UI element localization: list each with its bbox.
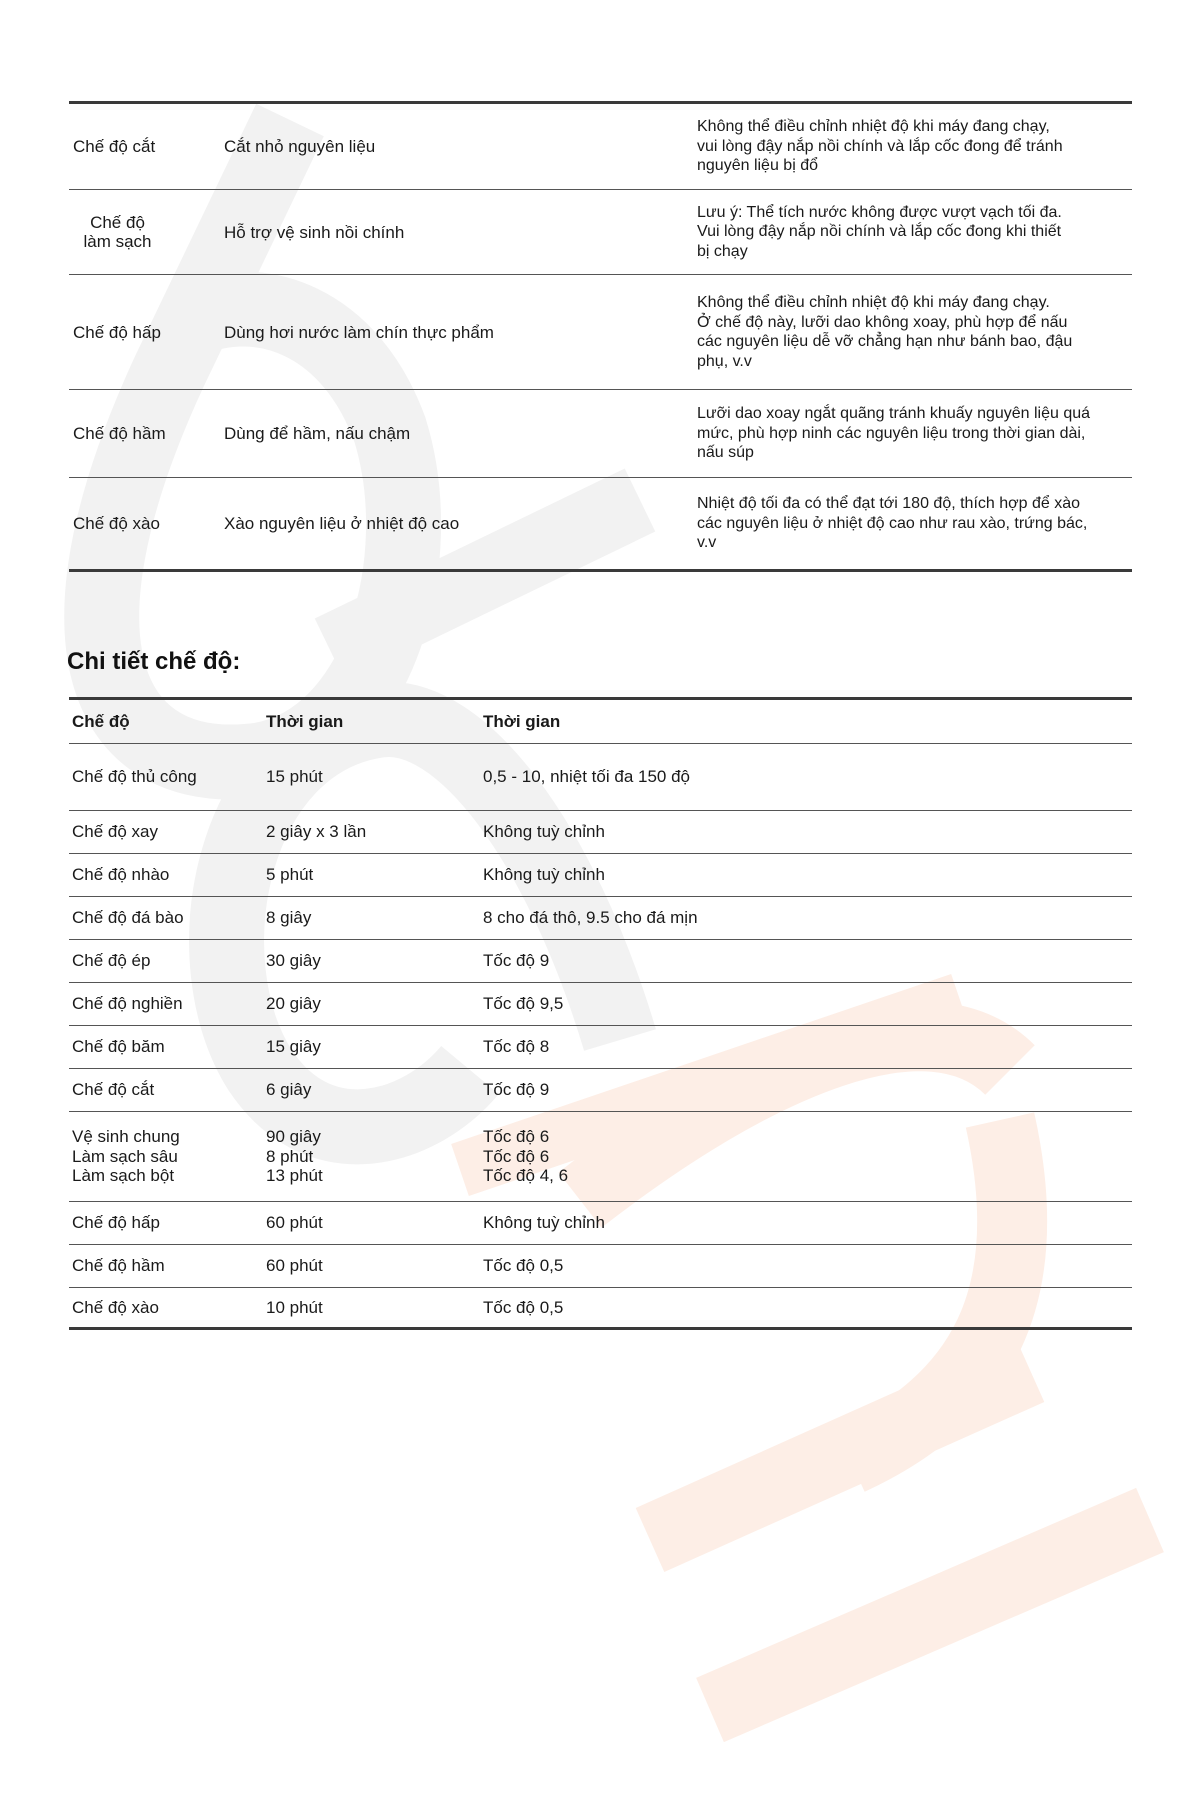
detail-setting: Tốc độ 8 — [483, 1037, 550, 1057]
detail-mode: Chế độ nghiền — [72, 994, 183, 1014]
detail-time: 15 giây — [266, 1037, 321, 1057]
detail-time: 30 giây — [266, 951, 321, 971]
detail-mode: Chế độ hấp — [72, 1213, 160, 1233]
table-row — [69, 477, 1132, 569]
detail-setting: 8 cho đá thô, 9.5 cho đá mịn — [483, 908, 698, 928]
detail-time: 60 phút — [266, 1213, 323, 1233]
mode-note: Không thể điều chỉnh nhiệt độ khi máy đang chạy, vui lòng đậy nắp nồi chính và lắp cốc đong để tránh nguyên liệu bị đổ — [697, 118, 1063, 175]
mode-purpose: Dùng hơi nước làm chín thực phẩm — [224, 322, 494, 342]
detail-setting: Tốc độ 0,5 — [483, 1297, 564, 1317]
detail-setting: Tốc độ 0,5 — [483, 1256, 564, 1276]
table-row — [69, 1111, 1132, 1201]
detail-mode: Chế độ hầm — [72, 1256, 165, 1276]
column-header-setting: Thời gian — [483, 711, 561, 731]
detail-time: 15 phút — [266, 767, 323, 787]
table-row — [69, 853, 1132, 896]
detail-setting: Không tuỳ chỉnh — [483, 1213, 605, 1233]
mode-name: Chế độ hầm — [73, 424, 166, 443]
mode-name: Chế độ xào — [73, 514, 160, 533]
detail-mode: Chế độ đá bào — [72, 908, 184, 928]
detail-mode: Chế độ xào — [72, 1297, 159, 1317]
table-row — [69, 389, 1132, 477]
table-row — [69, 743, 1132, 810]
detail-setting: Tốc độ 6 Tốc độ 6 Tốc độ 4, 6 — [483, 1127, 569, 1186]
detail-mode: Chế độ băm — [72, 1037, 165, 1057]
detail-mode: Chế độ cắt — [72, 1080, 155, 1100]
section-title: Chi tiết chế độ: — [67, 648, 241, 675]
detail-setting: Tốc độ 9 — [483, 951, 550, 971]
table-header-row — [69, 700, 1132, 743]
detail-setting: 0,5 - 10, nhiệt tối đa 150 độ — [483, 767, 690, 787]
table-row — [69, 1244, 1132, 1287]
detail-setting: Tốc độ 9,5 — [483, 994, 564, 1014]
mode-name: Chế độ làm sạch — [83, 213, 152, 251]
detail-mode: Chế độ nhào — [72, 865, 170, 885]
modes-table — [69, 101, 1132, 572]
mode-name: Chế độ cắt — [73, 137, 156, 156]
detail-time: 20 giây — [266, 994, 321, 1014]
table-row — [69, 1025, 1132, 1068]
table-row — [69, 896, 1132, 939]
detail-time: 90 giây 8 phút 13 phút — [266, 1127, 323, 1186]
detail-time: 5 phút — [266, 865, 314, 885]
detail-mode: Vệ sinh chung Làm sạch sâu Làm sạch bột — [72, 1127, 180, 1186]
column-header-mode: Chế độ — [72, 711, 130, 731]
column-header-time: Thời gian — [266, 711, 344, 731]
table-row — [69, 274, 1132, 389]
table-row — [69, 982, 1132, 1025]
mode-purpose: Cắt nhỏ nguyên liệu — [224, 137, 376, 156]
mode-note: Nhiệt độ tối đa có thể đạt tới 180 độ, thích hợp để xào các nguyên liệu ở nhiệt độ cao như rau xào, trứng bác, v.v — [697, 495, 1088, 552]
detail-time: 60 phút — [266, 1256, 323, 1276]
mode-purpose: Hỗ trợ vệ sinh nồi chính — [224, 222, 405, 242]
table-row — [69, 810, 1132, 853]
table-row — [69, 1068, 1132, 1111]
table-row — [69, 939, 1132, 982]
table-row — [69, 104, 1132, 189]
detail-setting: Không tuỳ chỉnh — [483, 865, 605, 885]
detail-setting: Tốc độ 9 — [483, 1080, 550, 1100]
table-row — [69, 1287, 1132, 1327]
detail-mode: Chế độ xay — [72, 822, 158, 842]
detail-time: 8 giây — [266, 908, 312, 928]
mode-note: Không thể điều chỉnh nhiệt độ khi máy đang chạy. Ở chế độ này, lưỡi dao không xoay, phù hợp để nấu các nguyên liệu dễ vỡ chẳng hạn như bánh bao, đậu phụ, v.v — [697, 294, 1073, 370]
detail-time: 2 giây x 3 lần — [266, 822, 367, 842]
table-row — [69, 189, 1132, 274]
detail-time: 10 phút — [266, 1297, 323, 1317]
mode-name: Chế độ hấp — [73, 322, 161, 342]
mode-purpose: Dùng để hầm, nấu chậm — [224, 424, 411, 443]
mode-purpose: Xào nguyên liệu ở nhiệt độ cao — [224, 514, 460, 533]
detail-setting: Không tuỳ chỉnh — [483, 822, 605, 842]
table-row — [69, 1201, 1132, 1244]
mode-details-table — [69, 697, 1132, 1330]
detail-time: 6 giây — [266, 1080, 312, 1100]
mode-note: Lưỡi dao xoay ngắt quãng tránh khuấy nguyên liệu quá mức, phù hợp ninh các nguyên liệu trong thời gian dài, nấu súp — [697, 405, 1091, 462]
detail-mode: Chế độ ép — [72, 951, 151, 971]
detail-mode: Chế độ thủ công — [72, 767, 197, 787]
mode-note: Lưu ý: Thể tích nước không được vượt vạch tối đa. Vui lòng đậy nắp nồi chính và lắp cốc đong khi thiết bị chạy — [697, 203, 1062, 260]
